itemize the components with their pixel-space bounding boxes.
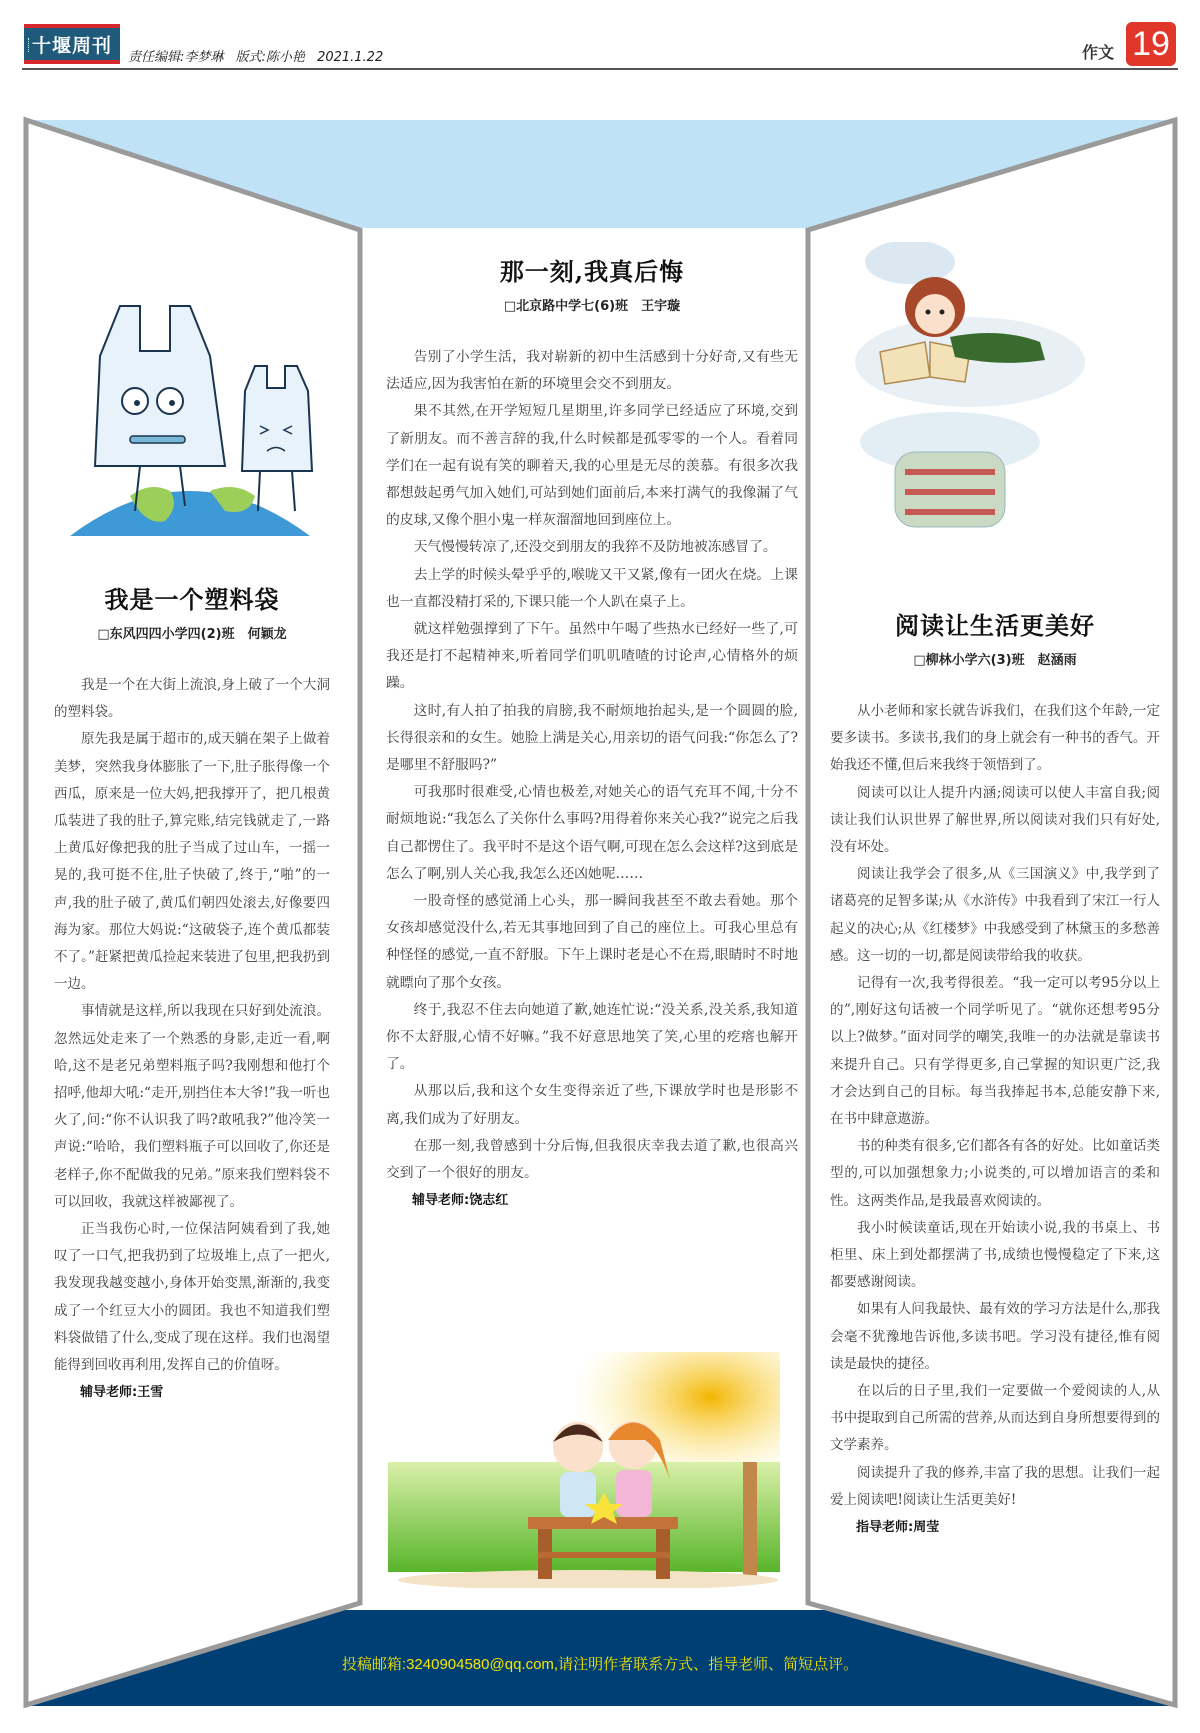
paragraph: 告别了小学生活，我对崭新的初中生活感到十分好奇,又有些无法适应,因为我害怕在新的环境里会交不到朋友。: [386, 349, 798, 393]
article-plastic-bag: [54, 580, 330, 1405]
paragraph: 就这样勉强撑到了下午。虽然中午喝了些热水已经好一些了,可我还是打不起精神来,听着同学们叽叽喳喳的讨论声,心情格外的烦躁。: [386, 621, 798, 692]
article-body: [54, 672, 330, 1379]
small-bag: [242, 366, 312, 471]
paragraph: 如果有人问我最快、最有效的学习方法是什么,那我会毫不犹豫地告诉他,多读书吧。学习没有捷径,惟有阅读是最快的捷径。: [830, 1301, 1160, 1372]
kid1-body: [560, 1472, 596, 1517]
paragraph: 这时,有人拍了拍我的肩膀,我不耐烦地抬起头,是一个圆圆的脸,长得很亲和的女生。她脸上满是关心,用亲切的语气问我:“你怎么了?是哪里不舒服吗?”: [386, 702, 798, 774]
paragraph: 在以后的日子里,我们一定要做一个爱阅读的人,从书中提取到自己所需的营养,从而达到自身所想要得到的文学素养。: [830, 1383, 1160, 1454]
article-byline: □柳林小学六(3)班 赵涵雨: [913, 653, 1077, 668]
article-teacher: 辅导老师:饶志红: [412, 1193, 509, 1209]
article-byline: □东风四四小学四(2)班 何颖龙: [97, 627, 287, 642]
paragraph: 天气慢慢转凉了,还没交到朋友的我猝不及防地被冻感冒了。: [413, 539, 777, 556]
paragraph: 原先我是属于超市的,成天躺在架子上做着美梦，突然我身体膨胀了一下,肚子胀得像一个西瓜，原来是一位大妈,把我撑开了，把几根黄瓜装进了我的肚子,算完账,结完钱就走了,一路上黄瓜好像把我的肚子当成了过山车，一摇一晃的,我可挺不住,肚子快破了,终于,“啪”的一声,我的肚子破了,黄瓜们朝四处滚去,好像要四海为家。那位大妈说:“这破袋子,连个黄瓜都装不了。”赶紧把黄瓜捡起来装进了包里,把我扔到一边。: [54, 731, 330, 993]
paragraph: 从小老师和家长就告诉我们，在我们这个年龄,一定要多读书。多读书,我们的身上就会有一种书的香气。开始我还不懂,但后来我终于领悟到了。: [830, 703, 1160, 774]
girl-reading-illustration: [840, 242, 1090, 562]
editor-name: 责任编辑:李梦琳: [128, 50, 224, 65]
layout-designer: 版式:陈小艳: [235, 50, 305, 65]
paragraph: 事情就是这样,所以我现在只好到处流浪。忽然远处走来了一个熟悉的身影,走近一看,啊哈,这不是老兄弟塑料瓶子吗?我刚想和他打个招呼,他却大吼:“走开,别挡住本大爷!”我一听也火了,问:“你不认识我了吗?敢吼我?”他冷笑一声说:“哈哈，我们塑料瓶子可以回收了,你还是老样子,你不配做我的兄弟。”原来我们塑料袋不可以回收，我就这样被鄙视了。: [54, 1003, 330, 1210]
paragraph: 正当我伤心时,一位保洁阿姨看到了我,她叹了一口气,把我扔到了垃圾堆上,点了一把火,我发现我越变越小,身体开始变黑,渐渐的,我变成了一个红豆大小的圆团。我也不知道我们塑料袋做错了什么,变成了现在这样。我们也渴望能得到回收再利用,发挥自己的价值呀。: [54, 1221, 330, 1374]
paragraph: 去上学的时候头晕乎乎的,喉咙又干又紧,像有一团火在烧。上课也一直都没精打采的,下课只能一个人趴在桌子上。: [386, 566, 798, 610]
article-title: 阅读让生活更美好: [895, 611, 1095, 640]
article-reading: [830, 606, 1160, 1540]
article-body: [830, 698, 1160, 1514]
tree-trunk: [743, 1462, 757, 1577]
masthead-title: 十堰周刊: [31, 34, 112, 57]
cloud-top: [865, 242, 955, 284]
article-title: 我是一个塑料袋: [104, 585, 280, 614]
article-regret: [386, 252, 798, 1213]
paragraph: 果不其然,在开学短短几星期里,许多同学已经适应了环境,交到了新朋友。而不善言辞的我,什么时候都是孤零零的一个人。看着同学们在一起有说有笑的聊着天,我的心里是无尽的羡慕。有很多次我都想鼓起勇气加入她们,可站到她们面前后,本来打满气的我像漏了气的皮球,又像个胆小鬼一样灰溜溜地回到座位上。: [386, 403, 798, 529]
paragraph: 阅读可以让人提升内涵;阅读可以使人丰富自我;阅读让我们认识世界了解世界,所以阅读对我们只有好处,没有坏处。: [830, 784, 1160, 856]
paragraph: 阅读让我学会了很多,从《三国演义》中,我学到了诸葛亮的足智多谋;从《水浒传》中我看到了宋江一行人起义的决心;从《红楼梦》中我感受到了林黛玉的多愁善感。这一切的一切,都是阅读带给我的收获。: [830, 866, 1160, 964]
ground: [398, 1570, 778, 1588]
paragraph: 一股奇怪的感觉涌上心头，那一瞬间我甚至不敢去看她。那个女孩却感觉没什么,若无其事地回到了自己的座位上。可我心里总有种怪怪的感觉,一直不舒服。下午上课时老是心不在焉,眼睛时不时地就瞟向了那个女孩。: [386, 893, 798, 991]
paragraph: 书的种类有很多,它们都各有各的好处。比如童话类型的,可以加强想象力;小说类的,可以增加语言的柔和性。这两类作品,是我最喜欢阅读的。: [830, 1138, 1160, 1209]
article-teacher: 辅导老师:王雪: [80, 1385, 164, 1401]
paragraph: 从那以后,我和这个女生变得亲近了些,下课放学时也是形影不离,我们成为了好朋友。: [386, 1083, 798, 1127]
plastic-bags-illustration: [60, 296, 320, 536]
girl-face: [915, 294, 955, 334]
paragraph: 记得有一次,我考得很差。“我一定可以考95分以上的”,刚好这句话被一个同学听见了。“就你还想考95分以上?做梦。”面对同学的嘲笑,我唯一的办法就是靠读书来提升自己。只有学得更多,自己掌握的知识更广泛,我才会达到自己的目标。每当我捧起书本,总能安静下来,在书中肆意遨游。: [830, 975, 1160, 1128]
paragraph: 阅读提升了我的修养,丰富了我的思想。让我们一起爱上阅读吧!阅读让生活更美好!: [830, 1464, 1160, 1508]
submission-notice: 投稿邮箱:3240904580@qq.com,请注明作者联系方式、指导老师、简短点评。: [341, 1656, 859, 1673]
bench-top: [528, 1517, 678, 1529]
globe: [70, 491, 310, 536]
paragraph: 可我那时很难受,心情也极差,对她关心的语气充耳不闻,十分不耐烦地说:“我怎么了关你什么事吗?用得着你来关心我?”说完之后我自己都愣住了。我平时不是这个语气啊,可现在怎么会这样?这到底是怎么了啊,别人关心我,我怎么还凶她呢……: [386, 784, 798, 882]
paragraph: 我是一个在大街上流浪,身上破了一个大洞的塑料袋。: [54, 677, 330, 721]
kid2-body: [616, 1470, 652, 1517]
article-body: [386, 344, 798, 1187]
article-byline: □北京路中学七(6)班 王宇璇: [503, 299, 681, 314]
issue-date: 2021.1.22: [317, 50, 384, 65]
paragraph: 我小时候读童话,现在开始读小说,我的书桌上、书柜里、床上到处都摆满了书,成绩也慢慢稳定了下来,这都要感谢阅读。: [830, 1219, 1160, 1291]
kids-on-bench-illustration: [388, 1352, 780, 1588]
section-label: 作文: [1082, 43, 1115, 62]
big-bag-mouth: [130, 436, 185, 443]
paragraph: 终于,我忍不住去向她道了歉,她连忙说:“没关系,没关系,我知道你不太舒服,心情不好嘛。”我不好意思地笑了笑,心里的疙瘩也解开了。: [386, 1001, 798, 1073]
paragraph: 在那一刻,我曾感到十分后悔,但我很庆幸我去道了歉,也很高兴交到了一个很好的朋友。: [386, 1137, 798, 1182]
article-title: 那一刻,我真后悔: [499, 257, 685, 286]
page-number-badge: 19: [1126, 22, 1176, 66]
article-teacher: 指导老师:周莹: [856, 1520, 940, 1536]
